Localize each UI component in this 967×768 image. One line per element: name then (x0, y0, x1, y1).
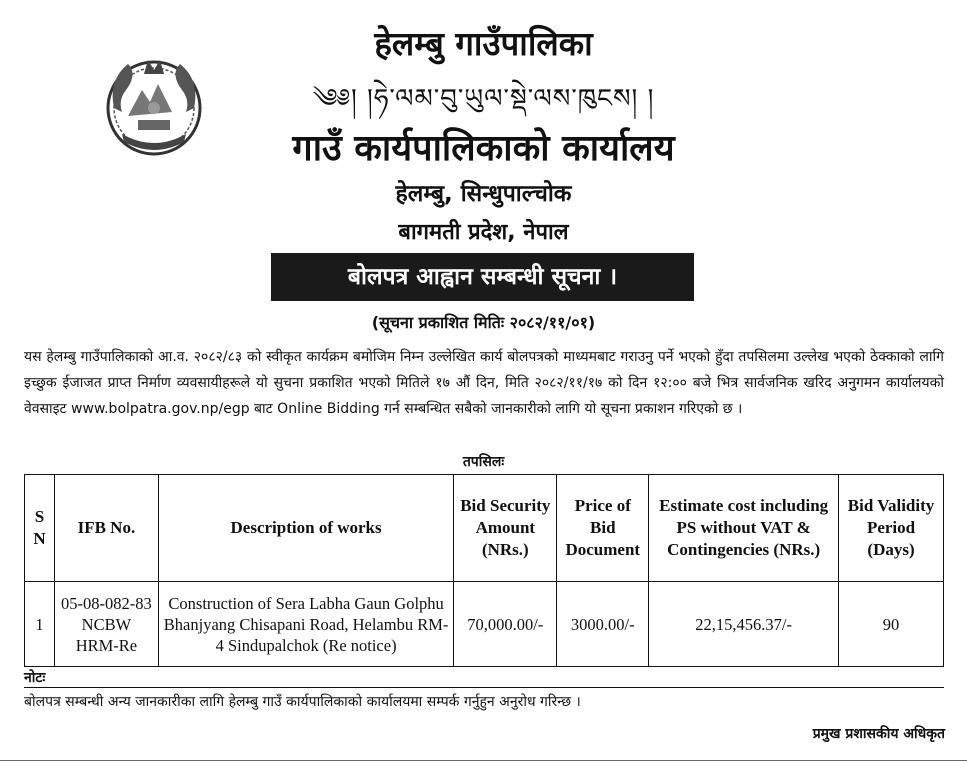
municipality-title: हेलम्बु गाउँपालिका (374, 24, 593, 63)
location-line: हेलम्बु, सिन्धुपाल्चोक (395, 181, 572, 207)
signature-line: प्रमुख प्रशासकीय अधिकृत (812, 726, 945, 742)
header-price-document: Price of Bid Document (557, 475, 649, 582)
header-description: Description of works (158, 475, 454, 582)
note-divider (24, 687, 944, 688)
header-bid-security: Bid Security Amount (NRs.) (454, 475, 557, 582)
province-line: बागमती प्रदेश, नेपाल (398, 220, 569, 245)
schedule-label: तपसिलः (462, 454, 505, 470)
notice-title-banner: बोलपत्र आह्वान सम्बन्धी सूचना । (271, 253, 694, 301)
bid-table (24, 474, 944, 667)
office-title: गाउँ कार्यपालिकाको कार्यालय (292, 128, 675, 169)
notice-body: यस हेलम्बु गाउँपालिकाको आ.व. २०८२/८३ को स्वीकृत कार्यक्रम बमोजिम निम्न उल्लेखित कार्य बोलपत्रको माध्यमबाट गराउनु पर्ने भएको हुँदा तपसिलमा उल्लेख भएको ठेक्काको लागि इच्छुक ईजाजत प्राप्त निर्माण व्यवसायीहरूले यो सुचना प्रकाशित भएको मितिले १७ औं दिन, मिति २०८२/११/१७ को दिन १२:०० बजे भित्र सार्वजनिक खरिद अनुगमन कार्यालयको वेवसाइट www.bolpatra.gov.np/egp बाट Online Bidding गर्न सम्बन्धित सबैको जानकारीको लागि यो सूचना प्रकाशन गरिएको छ । (24, 349, 944, 417)
cell-bid-security: 70,000.00/- (454, 582, 557, 667)
cell-validity-period: 90 (839, 582, 944, 667)
note-label: नोटः (24, 670, 46, 686)
header-estimate-cost: Estimate cost including PS without VAT & Contingencies (NRs.) (649, 475, 839, 582)
note-text: बोलपत्र सम्बन्धी अन्य जानकारीका लागि हेलम्बु गाउँ कार्यपालिकाको कार्यालयमा सम्पर्क गर्नुहुन अनुरोध गरिन्छ । (24, 694, 581, 710)
published-date: (सूचना प्रकाशित मितिः २०८२/११/०१) (371, 313, 596, 332)
header-validity-period: Bid Validity Period (Days) (839, 475, 944, 582)
cell-ifb-no: 05-08-082-83 NCBW HRM-Re (54, 582, 158, 667)
cell-estimate-cost: 22,15,456.37/- (649, 582, 839, 667)
cell-sn: 1 (25, 582, 55, 667)
header-ifb-no: IFB No. (54, 475, 158, 582)
table-header-row (25, 475, 944, 582)
header-sn: S N (25, 475, 55, 582)
tibetan-title: ༄༅། །ཧེ་ལམ་བུ་ཡུལ་སྡེ་ལས་ཁུངས། ། (312, 84, 655, 114)
bottom-divider (0, 760, 967, 761)
cell-description: Construction of Sera Labha Gaun Golphu Bhanjyang Chisapani Road, Helambu RM-4 Sindupalchok (Re notice) (158, 582, 454, 667)
cell-price-document: 3000.00/- (557, 582, 649, 667)
table-row (25, 582, 944, 667)
